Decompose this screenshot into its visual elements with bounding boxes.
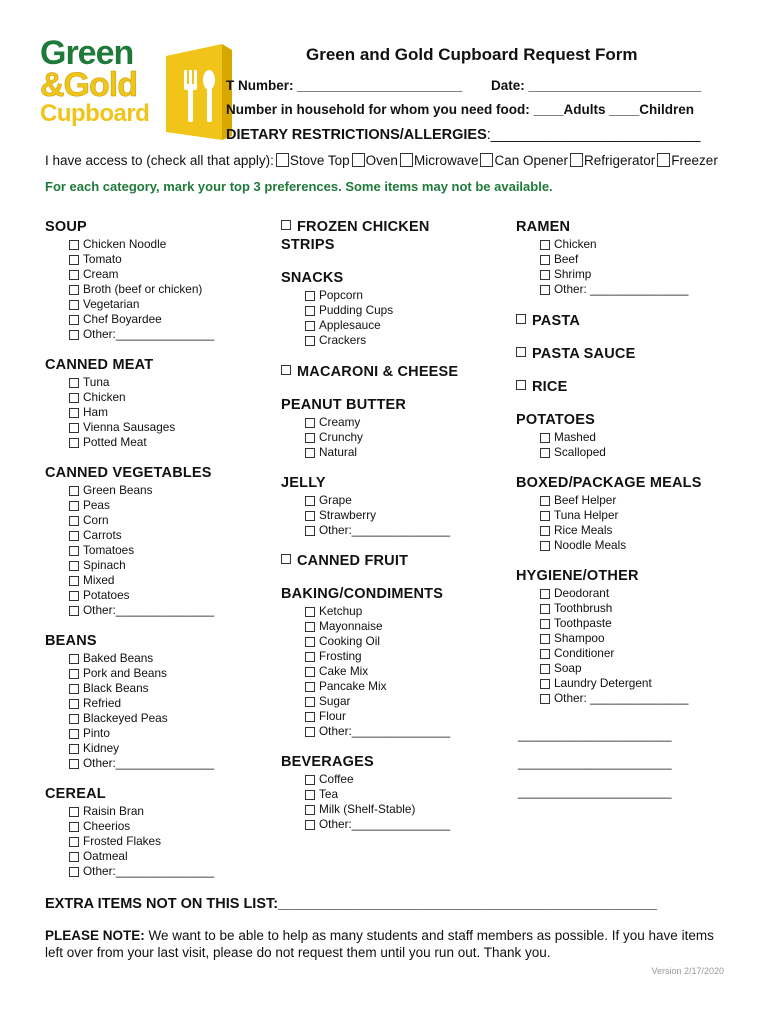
- access-label: Freezer: [671, 153, 718, 168]
- access-label: Microwave: [413, 153, 479, 168]
- please-note: [45, 927, 725, 961]
- checkbox-item[interactable]: Tomato: [45, 252, 275, 267]
- checkbox-item[interactable]: Other: _______________: [516, 691, 746, 706]
- blank-line[interactable]: _______________________: [518, 785, 672, 799]
- checkbox-item[interactable]: Cheerios: [45, 819, 275, 834]
- section-title: CANNED VEGETABLES: [45, 465, 212, 481]
- checkbox-stove-top[interactable]: [276, 153, 289, 167]
- section-pasta-sauce[interactable]: [516, 345, 746, 363]
- section-title: JELLY: [281, 475, 326, 491]
- checkbox-item[interactable]: Chicken: [516, 237, 746, 252]
- section-canned-meat: [45, 356, 275, 450]
- section-title: HYGIENE/OTHER: [516, 568, 639, 584]
- checkbox-item[interactable]: Tea: [281, 787, 511, 802]
- checkbox-item[interactable]: Other:_______________: [45, 327, 275, 342]
- checkbox-item[interactable]: Grape: [281, 493, 511, 508]
- checkbox-item[interactable]: Scalloped: [516, 445, 746, 460]
- dietary-label: DIETARY RESTRICTIONS/ALLERGIES: [226, 127, 487, 143]
- checkbox-item[interactable]: Vegetarian: [45, 297, 275, 312]
- checkbox-item[interactable]: Spinach: [45, 558, 275, 573]
- checkbox-item[interactable]: Ketchup: [281, 604, 511, 619]
- checkbox-item[interactable]: Peas: [45, 498, 275, 513]
- logo-line-gold: &Gold: [40, 66, 137, 104]
- household-size-field[interactable]: Number in household for whom you need food: ____Adults ____Children: [226, 102, 695, 117]
- section-beans: [45, 632, 275, 771]
- checkbox-item[interactable]: Frosting: [281, 649, 511, 664]
- checkbox-item[interactable]: Green Beans: [45, 483, 275, 498]
- section-title: PEANUT BUTTER: [281, 397, 407, 413]
- section-potatoes: [516, 411, 746, 460]
- checkbox-freezer[interactable]: [657, 153, 670, 167]
- checkbox-item[interactable]: Coffee: [281, 772, 511, 787]
- section-title: BEVERAGES: [281, 754, 374, 770]
- checkbox-item[interactable]: Rice Meals: [516, 523, 746, 538]
- checkbox-oven[interactable]: [352, 153, 365, 167]
- checkbox-item[interactable]: Crackers: [281, 333, 511, 348]
- dietary-blank: :__________________________: [486, 127, 701, 143]
- checkbox-item[interactable]: Chef Boyardee: [45, 312, 275, 327]
- checkbox[interactable]: [281, 365, 291, 375]
- checkbox-item[interactable]: Deodorant: [516, 586, 746, 601]
- section-canned-fruit[interactable]: [281, 552, 511, 570]
- checkbox-item[interactable]: Raisin Bran: [45, 804, 275, 819]
- checkbox-item[interactable]: Cream: [45, 267, 275, 282]
- blank-line[interactable]: _______________________: [518, 728, 672, 742]
- checkbox-item[interactable]: Sugar: [281, 694, 511, 709]
- checkbox-item[interactable]: Chicken: [45, 390, 275, 405]
- checkbox-item[interactable]: Shrimp: [516, 267, 746, 282]
- checkbox-item[interactable]: Oatmeal: [45, 849, 275, 864]
- blank-line[interactable]: _______________________: [518, 756, 672, 770]
- access-label: Refrigerator: [584, 153, 656, 168]
- checkbox-item[interactable]: Other:_______________: [281, 817, 511, 832]
- checkbox-item[interactable]: Flour: [281, 709, 511, 724]
- section-snacks: [281, 269, 511, 348]
- checkbox-item[interactable]: Tuna: [45, 375, 275, 390]
- access-label: Can Opener: [494, 153, 569, 168]
- dietary-restrictions-field[interactable]: [226, 127, 700, 143]
- checkbox-item[interactable]: Other:_______________: [45, 864, 275, 879]
- section-title-line2: STRIPS: [281, 237, 335, 253]
- section-rice[interactable]: [516, 378, 746, 396]
- checkbox-item[interactable]: Kidney: [45, 741, 275, 756]
- checkbox-item[interactable]: Blackeyed Peas: [45, 711, 275, 726]
- section-pasta[interactable]: [516, 312, 746, 330]
- checkbox-can-opener[interactable]: [480, 153, 493, 167]
- checkbox[interactable]: [516, 380, 526, 390]
- checkbox-item[interactable]: Beef Helper: [516, 493, 746, 508]
- section-title: MACARONI & CHEESE: [297, 364, 459, 380]
- form-title: Green and Gold Cupboard Request Form: [306, 45, 638, 64]
- section-beverages: [281, 753, 511, 832]
- checkbox-item[interactable]: Cake Mix: [281, 664, 511, 679]
- section-title: BAKING/CONDIMENTS: [281, 586, 444, 602]
- checkbox-item[interactable]: Toothpaste: [516, 616, 746, 631]
- checkbox-item[interactable]: Noodle Meals: [516, 538, 746, 553]
- green-gold-cupboard-logo: [40, 36, 210, 146]
- checkbox[interactable]: [281, 220, 291, 230]
- checkbox-item[interactable]: Beef: [516, 252, 746, 267]
- preferences-instruction: For each category, mark your top 3 preferences. Some items may not be available.: [45, 179, 553, 194]
- checkbox-item[interactable]: Creamy: [281, 415, 511, 430]
- checkbox-item[interactable]: Ham: [45, 405, 275, 420]
- checkbox-item[interactable]: Tomatoes: [45, 543, 275, 558]
- checkbox-refrigerator[interactable]: [570, 153, 583, 167]
- checkbox[interactable]: [516, 314, 526, 324]
- checkbox-item[interactable]: Mixed: [45, 573, 275, 588]
- checkbox-item[interactable]: Crunchy: [281, 430, 511, 445]
- checkbox-item[interactable]: Tuna Helper: [516, 508, 746, 523]
- checkbox-item[interactable]: Vienna Sausages: [45, 420, 275, 435]
- checkbox-item[interactable]: Milk (Shelf-Stable): [281, 802, 511, 817]
- checkbox-item[interactable]: Potatoes: [45, 588, 275, 603]
- note-label: PLEASE NOTE:: [45, 928, 145, 943]
- checkbox-item[interactable]: Other:_______________: [45, 756, 275, 771]
- checkbox-item[interactable]: Shampoo: [516, 631, 746, 646]
- checkbox-item[interactable]: Baked Beans: [45, 651, 275, 666]
- t-number-field[interactable]: T Number: ______________________: [226, 78, 463, 93]
- section-canned-vegetables: [45, 464, 275, 618]
- section-title: FROZEN CHICKEN: [297, 219, 430, 235]
- checkbox[interactable]: [516, 347, 526, 357]
- section-title: RICE: [532, 379, 568, 395]
- checkbox-item[interactable]: Refried: [45, 696, 275, 711]
- checkbox-item[interactable]: Strawberry: [281, 508, 511, 523]
- checkbox-item[interactable]: Applesauce: [281, 318, 511, 333]
- appliance-access-row: [45, 153, 718, 168]
- checkbox-item[interactable]: Mashed: [516, 430, 746, 445]
- checkbox-item[interactable]: Pork and Beans: [45, 666, 275, 681]
- checkbox-item[interactable]: Conditioner: [516, 646, 746, 661]
- checkbox-item[interactable]: Toothbrush: [516, 601, 746, 616]
- section-title: BOXED/PACKAGE MEALS: [516, 475, 702, 491]
- section-baking-condiments: [281, 585, 511, 739]
- checkbox-item[interactable]: Soap: [516, 661, 746, 676]
- note-text: We want to be able to help as many students and staff members as possible. If you have items left over from your last visit, please do not request them until you run out. Thank you.: [45, 928, 714, 960]
- version-label: Version 2/17/2020: [651, 966, 724, 976]
- access-intro: I have access to (check all that apply):: [45, 153, 274, 168]
- section-title: POTATOES: [516, 412, 595, 428]
- checkbox-item[interactable]: Cooking Oil: [281, 634, 511, 649]
- section-cereal: [45, 785, 275, 879]
- access-label: Stove Top: [289, 153, 350, 168]
- checkbox-item[interactable]: Corn: [45, 513, 275, 528]
- checkbox-item[interactable]: Natural: [281, 445, 511, 460]
- logo-line-cupboard: Cupboard: [40, 100, 150, 127]
- checkbox-item[interactable]: Carrots: [45, 528, 275, 543]
- checkbox-item[interactable]: Other:_______________: [281, 523, 511, 538]
- checkbox-item[interactable]: Pudding Cups: [281, 303, 511, 318]
- logo-line-green: Green: [40, 34, 134, 72]
- section-boxed-package-meals: [516, 474, 746, 553]
- checkbox-item[interactable]: Potted Meat: [45, 435, 275, 450]
- section-soup: [45, 218, 275, 342]
- section-title: RAMEN: [516, 219, 571, 235]
- extra-items-field[interactable]: EXTRA ITEMS NOT ON THIS LIST:_______________________________________________: [45, 896, 658, 912]
- section-title: SNACKS: [281, 270, 344, 286]
- checkbox-item[interactable]: Black Beans: [45, 681, 275, 696]
- section-title: CANNED FRUIT: [297, 553, 409, 569]
- checkbox-item[interactable]: Other: _______________: [516, 282, 746, 297]
- date-field[interactable]: Date: _______________________: [491, 78, 702, 93]
- checkbox-microwave[interactable]: [400, 153, 413, 167]
- checkbox-item[interactable]: Mayonnaise: [281, 619, 511, 634]
- section-frozen-chicken-strips[interactable]: [281, 218, 511, 254]
- section-peanut-butter: [281, 396, 511, 460]
- section-title: SOUP: [45, 219, 87, 235]
- checkbox-item[interactable]: Broth (beef or chicken): [45, 282, 275, 297]
- checkbox-item[interactable]: Pancake Mix: [281, 679, 511, 694]
- checkbox-item[interactable]: Pinto: [45, 726, 275, 741]
- section-title: BEANS: [45, 633, 97, 649]
- checkbox-item[interactable]: Popcorn: [281, 288, 511, 303]
- checkbox-item[interactable]: Other:_______________: [281, 724, 511, 739]
- section-jelly: [281, 474, 511, 538]
- section-title: CANNED MEAT: [45, 357, 154, 373]
- checkbox[interactable]: [281, 554, 291, 564]
- section-ramen: [516, 218, 746, 297]
- checkbox-item[interactable]: Frosted Flakes: [45, 834, 275, 849]
- access-label: Oven: [365, 153, 398, 168]
- section-title: PASTA: [532, 313, 580, 329]
- section-macaroni-cheese[interactable]: [281, 363, 511, 381]
- section-title: PASTA SAUCE: [532, 346, 636, 362]
- checkbox-item[interactable]: Laundry Detergent: [516, 676, 746, 691]
- checkbox-item[interactable]: Chicken Noodle: [45, 237, 275, 252]
- section-title: CEREAL: [45, 786, 106, 802]
- checkbox-item[interactable]: Other:_______________: [45, 603, 275, 618]
- section-hygiene-other: [516, 567, 746, 706]
